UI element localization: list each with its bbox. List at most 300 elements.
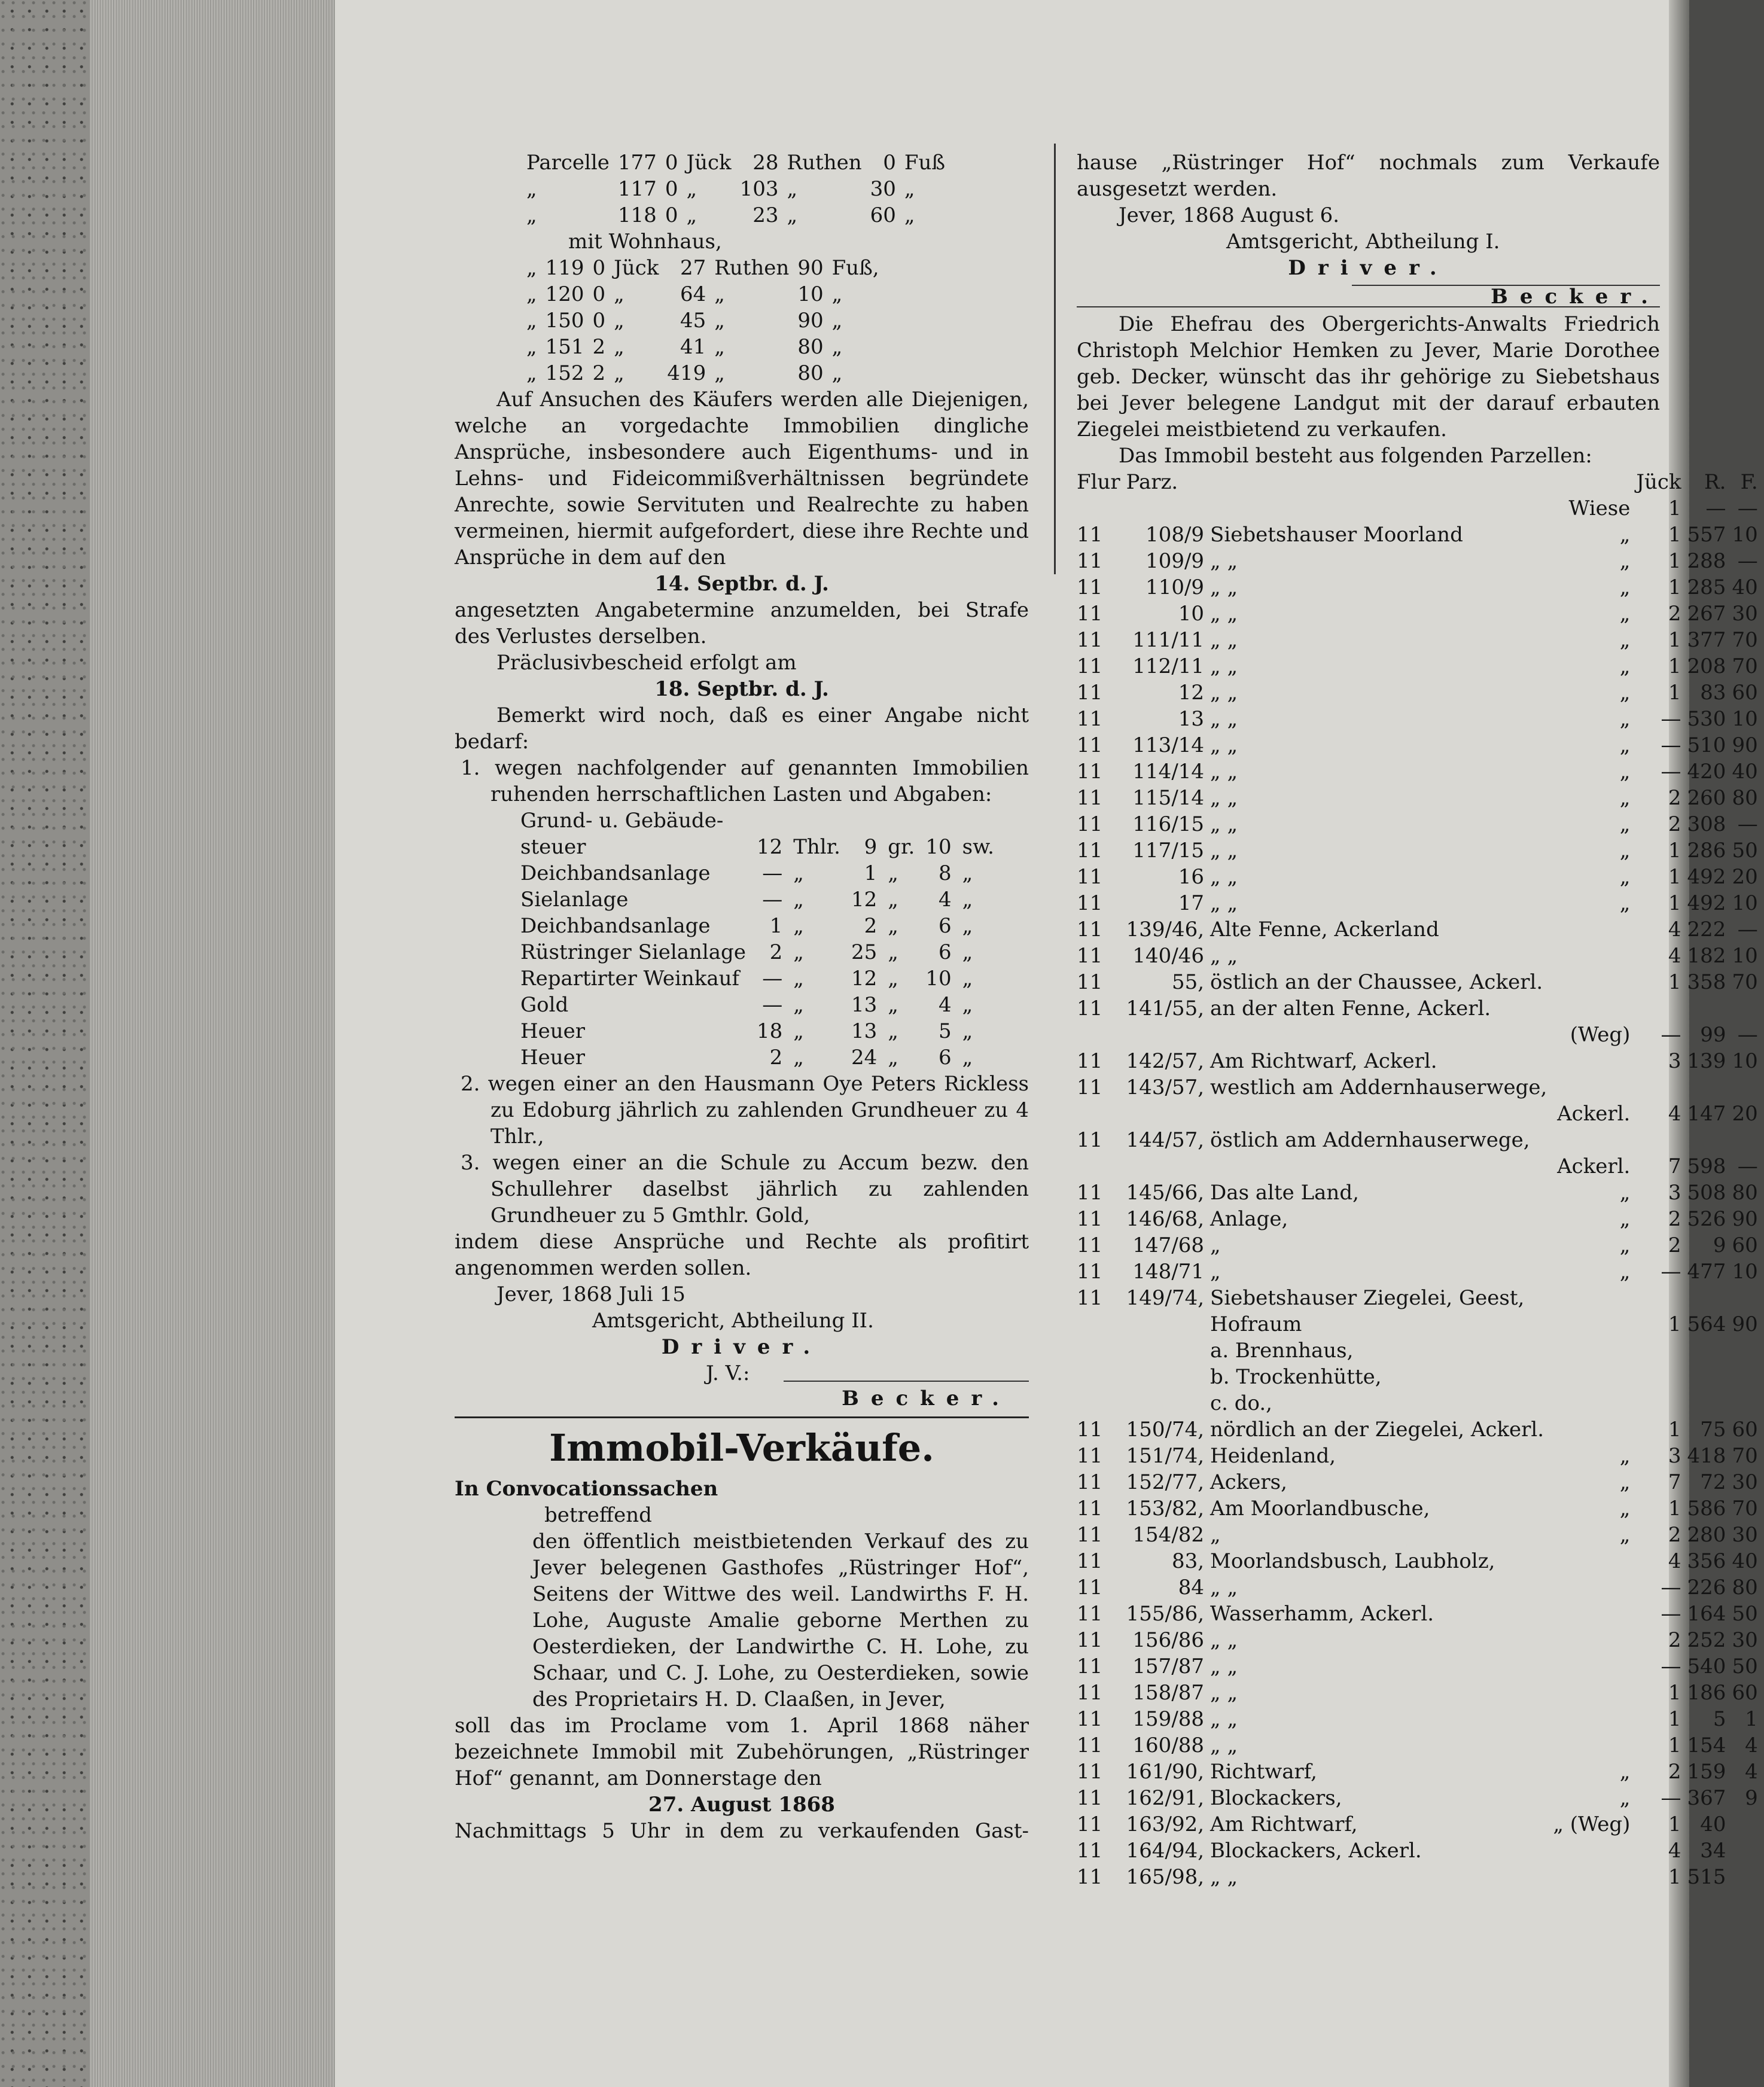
land-note [1553, 1680, 1636, 1706]
parcel-no: 119 [545, 256, 584, 280]
land-note [1553, 1285, 1636, 1311]
land-flur: 11 [1077, 970, 1103, 994]
land-note [1553, 969, 1636, 995]
land-parz: 153/82, [1126, 1497, 1205, 1521]
tax-au: „ [793, 861, 804, 885]
land-row [1077, 1416, 1764, 1443]
land-row [1077, 916, 1764, 943]
land-note: „ [1619, 681, 1631, 705]
land-row [1077, 864, 1764, 890]
land-row [1077, 1627, 1764, 1653]
parcel-fuss: 80 [797, 361, 824, 385]
parcel-ruthen-unit: „ [714, 309, 725, 333]
land-juck: 1 [1668, 654, 1681, 678]
land-flur [1077, 495, 1126, 522]
land-description: Blockackers, Ackerl. [1210, 1839, 1422, 1863]
land-note [1553, 1364, 1636, 1390]
tax-name: Heuer [520, 1019, 586, 1043]
land-ruthen [1687, 1364, 1732, 1390]
tax-b: 25 [851, 940, 878, 964]
tax-a [757, 808, 793, 834]
land-parz: 148/71 [1132, 1260, 1205, 1284]
land-flur: 11 [1077, 575, 1103, 599]
land-row [1077, 1337, 1764, 1364]
land-row [1077, 969, 1764, 995]
land-flur: 11 [1077, 1786, 1103, 1810]
left-column [455, 150, 1029, 1844]
tax-bu: „ [888, 1046, 898, 1070]
land-row [1077, 1364, 1764, 1390]
land-row [1077, 1574, 1764, 1601]
tax-c: 4 [938, 993, 952, 1017]
parcel-fuss: 0 [883, 151, 896, 175]
land-note: „ [1619, 523, 1631, 547]
land-note [1553, 1732, 1636, 1759]
tax-c: 6 [938, 1046, 952, 1070]
tax-row [520, 860, 1005, 886]
land-ruthen: 252 [1687, 1628, 1726, 1652]
land-note: „ [1619, 786, 1631, 810]
land-flur: 11 [1077, 944, 1103, 968]
parcel-ruthen: 103 [739, 177, 779, 201]
parcel-juck-unit: Jück [614, 256, 659, 280]
parcel-ruthen: 27 [680, 256, 706, 280]
land-parz: 10 [1178, 602, 1205, 626]
book-page-stack [0, 0, 335, 2087]
land-note [1553, 1048, 1636, 1074]
land-row [1077, 1259, 1764, 1285]
land-parz: 83, [1171, 1549, 1205, 1573]
land-flur: 11 [1077, 812, 1103, 836]
signature-line [784, 1381, 1029, 1382]
land-fuss [1732, 1337, 1763, 1364]
land-parz [1126, 1101, 1210, 1127]
land-note: „ [1619, 654, 1631, 678]
tax-row [520, 886, 1005, 913]
land-parz: 158/87 [1132, 1681, 1205, 1705]
tax-cu: „ [962, 993, 973, 1017]
land-description: „ [1210, 1523, 1221, 1547]
tax-table [520, 808, 1005, 1071]
land-fuss: — [1737, 1023, 1758, 1047]
land-row [1077, 1443, 1764, 1469]
land-juck: — [1661, 1023, 1681, 1047]
land-ruthen: 515 [1687, 1865, 1726, 1889]
land-ruthen: 139 [1687, 1049, 1726, 1073]
land-parz: 147/68 [1132, 1233, 1205, 1257]
paragraph-sale: soll das im Proclame vom 1. April 1868 näher bezeichnete Immobil mit Zubehörungen, „Rüstringer Hof“ genannt, am Donnerstage den [455, 1714, 1029, 1790]
land-ruthen: 83 [1700, 681, 1726, 705]
tax-cu: „ [962, 888, 973, 912]
tax-row [520, 834, 1005, 860]
land-flur: 11 [1077, 1286, 1103, 1310]
land-fuss: 10 [1732, 707, 1758, 731]
land-note [1553, 916, 1636, 943]
land-table-header [1077, 469, 1764, 495]
tax-cu: „ [962, 914, 973, 938]
land-note: „ [1619, 865, 1631, 889]
land-fuss: 60 [1732, 1681, 1758, 1705]
land-ruthen: 159 [1687, 1760, 1726, 1784]
tax-bu: „ [888, 1019, 898, 1043]
land-ruthen: 420 [1687, 760, 1726, 784]
paragraph-time: Nachmittags 5 Uhr in dem zu verkaufenden Gast- [455, 1819, 1029, 1843]
parcel-no: 150 [545, 309, 584, 333]
land-juck: — [1661, 1576, 1681, 1599]
land-note [1553, 1653, 1636, 1680]
land-note: Ackerl. [1557, 1102, 1631, 1126]
land-ruthen: 147 [1687, 1102, 1726, 1126]
paragraph-summons: Auf Ansuchen des Käufers werden alle Diejenigen, welche an vorgedachte Immobilien dingliche Ansprüche, insbesondere auch Eigenthums- und in Lehns- und Fideicommißverhältnissen begründete Anrechte, sowie Servituten und Realrechte zu haben vermeinen, hiermit aufgefordert, diese ihre Rechte und Ansprüche in dem auf den [455, 388, 1029, 569]
land-parz: 161/90, [1126, 1760, 1205, 1784]
land-parz: 111/11 [1132, 628, 1205, 652]
land-ruthen: 492 [1687, 865, 1726, 889]
land-juck: 1 [1668, 1707, 1681, 1731]
parcel-row [526, 334, 888, 360]
land-parz [1126, 1364, 1210, 1390]
land-flur [1077, 1337, 1126, 1364]
conv-body: den öffentlich meistbietenden Verkauf des zu Jever belegenen Gasthofes „Rüstringer Hof“, Seitens der Wittwe des weil. Landwirths F. H. Lohe, Auguste Amalie geborne Merthen zu Oesterdieken, der Landwirthe C. H. Lohe, zu Schaar, und C. J. Lohe, zu Oesterdieken, sowie des Proprietairs H. D. Claaßen, in Jever, [532, 1530, 1029, 1711]
land-juck: 1 [1668, 496, 1681, 520]
land-note: (Weg) [1570, 1023, 1631, 1047]
land-fuss: 9 [1745, 1786, 1758, 1810]
land-flur: 11 [1077, 1233, 1103, 1257]
land-parz: 159/88 [1132, 1707, 1205, 1731]
land-parz: 165/98, [1126, 1865, 1205, 1889]
land-fuss: — [1737, 549, 1758, 573]
land-note: „ [1619, 760, 1631, 784]
land-flur: 11 [1077, 1549, 1103, 1573]
land-ruthen: 557 [1687, 523, 1726, 547]
land-fuss: 40 [1732, 1549, 1758, 1573]
paragraph-offer: Die Ehefrau des Obergerichts-Anwalts Friedrich Christoph Melchior Hemken zu Jever, Marie Dorothee geb. Decker, wünscht das ihr gehörige zu Siebetshaus bei Jever belegene Landgut mit der darauf erbauten Ziegelei meistbietend zu verkaufen. [1077, 312, 1660, 441]
land-description: „ „ [1210, 1681, 1238, 1705]
land-description: „ [1210, 1233, 1221, 1257]
tax-a: 1 [769, 914, 783, 938]
land-description: Wasserhamm, Ackerl. [1210, 1602, 1434, 1626]
land-row [1077, 890, 1764, 916]
land-parz: 140/46 [1132, 944, 1205, 968]
land-flur: 11 [1077, 1733, 1103, 1757]
land-parz [1126, 1022, 1210, 1048]
land-row [1077, 1048, 1764, 1074]
land-parz: 141/55, [1126, 997, 1205, 1020]
land-row [1077, 1206, 1764, 1232]
land-ruthen: 367 [1687, 1786, 1726, 1810]
land-note: „ (Weg) [1553, 1812, 1631, 1836]
land-fuss: — [1737, 918, 1758, 942]
land-flur: 11 [1077, 602, 1103, 626]
parcel-note: mit Wohnhaus, [568, 230, 722, 254]
land-ruthen: 182 [1687, 944, 1726, 968]
parcel-table-2 [526, 255, 888, 386]
land-flur: 11 [1077, 865, 1103, 889]
tax-au: „ [793, 967, 804, 991]
land-description: westlich am Addernhauserwege, [1210, 1076, 1547, 1099]
land-fuss: 70 [1732, 1444, 1758, 1468]
signer-right: Driver. [1288, 256, 1449, 280]
land-flur: 11 [1077, 1181, 1103, 1205]
parcel-row [526, 255, 888, 281]
tax-cu: „ [962, 1019, 973, 1043]
tax-b: 2 [864, 914, 878, 938]
land-flur: 11 [1077, 891, 1103, 915]
tax-b: 12 [851, 888, 878, 912]
land-row [1077, 732, 1764, 758]
land-row [1077, 1074, 1764, 1101]
land-juck: 1 [1668, 1312, 1681, 1336]
land-note: „ [1619, 839, 1631, 863]
land-parz: 152/77, [1126, 1470, 1205, 1494]
land-parz: 113/14 [1132, 733, 1205, 757]
land-juck: 2 [1668, 602, 1681, 626]
tax-name: Deichbandsanlage [520, 861, 711, 885]
parcel-juck: 0 [592, 309, 606, 333]
right-column [1077, 150, 1758, 1890]
parcel-no: 177 [617, 151, 657, 175]
land-description: c. do., [1210, 1391, 1272, 1415]
land-row [1077, 1232, 1764, 1259]
land-description: „ „ [1210, 1707, 1238, 1731]
land-description: „ „ [1210, 654, 1238, 678]
land-flur: 11 [1077, 1707, 1103, 1731]
land-description: „ „ [1210, 944, 1238, 968]
tax-c: 8 [938, 861, 952, 885]
parcel-ruthen-unit: „ [714, 282, 725, 306]
land-note [1553, 995, 1636, 1022]
tax-cu [962, 808, 1005, 834]
land-fuss: 4 [1745, 1733, 1758, 1757]
land-flur: 11 [1077, 1497, 1103, 1521]
parcel-fuss: 90 [797, 309, 824, 333]
land-fuss: 70 [1732, 628, 1758, 652]
land-fuss [1732, 1074, 1763, 1101]
land-flur [1077, 1101, 1126, 1127]
land-fuss [1732, 1838, 1763, 1864]
land-description: östlich am Addernhauserwege, [1210, 1128, 1530, 1152]
land-flur: 11 [1077, 1076, 1103, 1099]
land-row [1077, 785, 1764, 811]
land-juck: 1 [1668, 549, 1681, 573]
tax-cu: „ [962, 967, 973, 991]
parcel-ruthen: 419 [667, 361, 706, 385]
land-row [1077, 574, 1764, 601]
land-note [1553, 1548, 1636, 1574]
land-juck: 1 [1668, 1865, 1681, 1889]
land-row [1077, 627, 1764, 653]
land-note: „ [1619, 1207, 1631, 1231]
land-fuss [1732, 995, 1763, 1022]
conv-line-2: betreffend [544, 1503, 652, 1527]
tax-c: 10 [925, 835, 952, 859]
land-fuss [1732, 1285, 1763, 1311]
tax-b: 12 [851, 967, 878, 991]
land-flur: 11 [1077, 1628, 1103, 1652]
land-juck: — [1661, 1786, 1681, 1810]
land-note [1553, 1074, 1636, 1101]
tax-b: 24 [851, 1046, 878, 1070]
land-row [1077, 1469, 1764, 1495]
parcel-juck-unit: „ [686, 203, 697, 227]
land-flur: 11 [1077, 918, 1103, 942]
parcel-label: „ [526, 177, 537, 201]
parcel-row [526, 150, 953, 176]
land-note [1553, 1337, 1636, 1364]
tax-name: Gold [520, 993, 569, 1017]
tax-name: Repartirter Weinkauf [520, 967, 740, 991]
land-fuss: 30 [1732, 602, 1758, 626]
parcel-ruthen: 45 [680, 309, 706, 333]
land-description: „ „ [1210, 1865, 1238, 1889]
land-description: a. Brennhaus, [1210, 1339, 1354, 1363]
land-fuss: 60 [1732, 681, 1758, 705]
land-description: Moorlandsbusch, Laubholz, [1210, 1549, 1495, 1573]
land-fuss: 40 [1732, 575, 1758, 599]
tax-row [520, 965, 1005, 992]
parcel-ruthen: 23 [752, 203, 779, 227]
col-r: R. [1704, 470, 1726, 494]
land-juck: 7 [1668, 1154, 1681, 1178]
tax-name: Rüstringer Sielanlage [520, 940, 746, 964]
parcel-no: 152 [545, 361, 584, 385]
land-fuss: 20 [1732, 865, 1758, 889]
parcel-fuss: 30 [870, 177, 896, 201]
parcel-ruthen-unit: „ [787, 203, 798, 227]
land-ruthen: 492 [1687, 891, 1726, 915]
land-note: „ [1619, 707, 1631, 731]
parcel-ruthen: 41 [680, 335, 706, 359]
land-juck: 4 [1668, 944, 1681, 968]
land-note: Wiese [1568, 496, 1631, 520]
land-juck: 2 [1668, 1207, 1681, 1231]
land-parz: 149/74, [1126, 1286, 1205, 1310]
land-flur: 11 [1077, 1760, 1103, 1784]
land-juck: 2 [1668, 1233, 1681, 1257]
land-ruthen: 477 [1687, 1260, 1726, 1284]
land-fuss: 4 [1745, 1760, 1758, 1784]
land-row [1077, 495, 1764, 522]
tax-a: 12 [756, 835, 783, 859]
land-row [1077, 1785, 1764, 1811]
land-description: „ „ [1210, 1733, 1238, 1757]
land-fuss [1732, 1390, 1763, 1416]
parcel-ruthen: 64 [680, 282, 706, 306]
land-fuss: 20 [1732, 1102, 1758, 1126]
land-note [1553, 1706, 1636, 1732]
land-row [1077, 1495, 1764, 1522]
tax-c: 10 [925, 967, 952, 991]
land-note [1553, 1416, 1636, 1443]
land-ruthen: 280 [1687, 1523, 1726, 1547]
land-ruthen: 267 [1687, 602, 1726, 626]
land-row [1077, 1390, 1764, 1416]
land-fuss: — [1737, 1154, 1758, 1178]
land-fuss: 50 [1732, 1655, 1758, 1678]
land-parz: 157/87 [1132, 1655, 1205, 1678]
tax-row [520, 1018, 1005, 1044]
land-juck: 4 [1668, 1839, 1681, 1863]
tax-name: steuer [520, 835, 586, 859]
parcel-ruthen-unit: „ [714, 335, 725, 359]
land-juck: 3 [1668, 1444, 1681, 1468]
parcel-fuss-unit: Fuß, [831, 256, 879, 280]
land-note [1553, 1864, 1636, 1890]
tax-c: 5 [938, 1019, 952, 1043]
parcel-label: „ [526, 256, 537, 280]
tax-b: 1 [864, 861, 878, 885]
land-juck [1636, 1390, 1687, 1416]
tax-au: „ [793, 1046, 804, 1070]
land-ruthen: 508 [1687, 1181, 1726, 1205]
land-description: „ „ [1210, 1655, 1238, 1678]
land-ruthen: 75 [1700, 1418, 1726, 1442]
tax-c [925, 808, 962, 834]
land-juck: — [1661, 733, 1681, 757]
land-row [1077, 1680, 1764, 1706]
parcel-fuss: 90 [797, 256, 824, 280]
land-parz: 84 [1178, 1576, 1205, 1599]
land-description: Alte Fenne, Ackerland [1210, 918, 1439, 942]
land-flur: 11 [1077, 1655, 1103, 1678]
land-juck: — [1661, 760, 1681, 784]
land-note: „ [1619, 549, 1631, 573]
land-parz: 162/91, [1126, 1786, 1205, 1810]
land-parz [1126, 1153, 1210, 1180]
date-preclusion: 18. Septbr. d. J. [654, 677, 829, 701]
parcel-juck: 2 [592, 361, 606, 385]
land-note [1553, 1838, 1636, 1864]
land-juck: 1 [1668, 1681, 1681, 1705]
land-description: „ „ [1210, 681, 1238, 705]
land-parz: 146/68, [1126, 1207, 1205, 1231]
item-3: 3. wegen einer an die Schule zu Accum bezw. den Schullehrer daselbst jährlich zu zahlenden Grundheuer zu 5 Gmthlr. Gold, [461, 1151, 1029, 1227]
land-parz: 164/94, [1126, 1839, 1205, 1863]
signer: Driver. [661, 1335, 822, 1359]
land-row [1077, 1653, 1764, 1680]
land-fuss: 10 [1732, 1260, 1758, 1284]
parcel-row [526, 176, 953, 202]
land-parz [1126, 495, 1210, 522]
land-description [1210, 1101, 1553, 1127]
land-juck: — [1661, 1602, 1681, 1626]
land-ruthen [1687, 1390, 1732, 1416]
land-note [1553, 943, 1636, 969]
land-flur: 11 [1077, 1049, 1103, 1073]
land-description: Anlage, [1210, 1207, 1288, 1231]
land-parz [1126, 1311, 1210, 1337]
land-description: „ „ [1210, 865, 1238, 889]
land-ruthen: 154 [1687, 1733, 1726, 1757]
land-description [1210, 1153, 1553, 1180]
land-juck: — [1661, 707, 1681, 731]
land-fuss: — [1737, 812, 1758, 836]
parcel-juck: 0 [665, 177, 678, 201]
land-description: Am Richtwarf, [1210, 1812, 1358, 1836]
land-flur: 11 [1077, 1812, 1103, 1836]
land-fuss: 70 [1732, 970, 1758, 994]
tax-bu: „ [888, 967, 898, 991]
land-ruthen: 9 [1713, 1233, 1726, 1257]
land-fuss: 30 [1732, 1470, 1758, 1494]
land-ruthen: 510 [1687, 733, 1726, 757]
land-row [1077, 1864, 1764, 1890]
land-parz: 110/9 [1145, 575, 1205, 599]
date-deadline: 14. Septbr. d. J. [654, 572, 829, 596]
land-ruthen: 526 [1687, 1207, 1726, 1231]
land-juck: 1 [1668, 575, 1681, 599]
parcel-fuss: 60 [870, 203, 896, 227]
land-description: „ „ [1210, 575, 1238, 599]
